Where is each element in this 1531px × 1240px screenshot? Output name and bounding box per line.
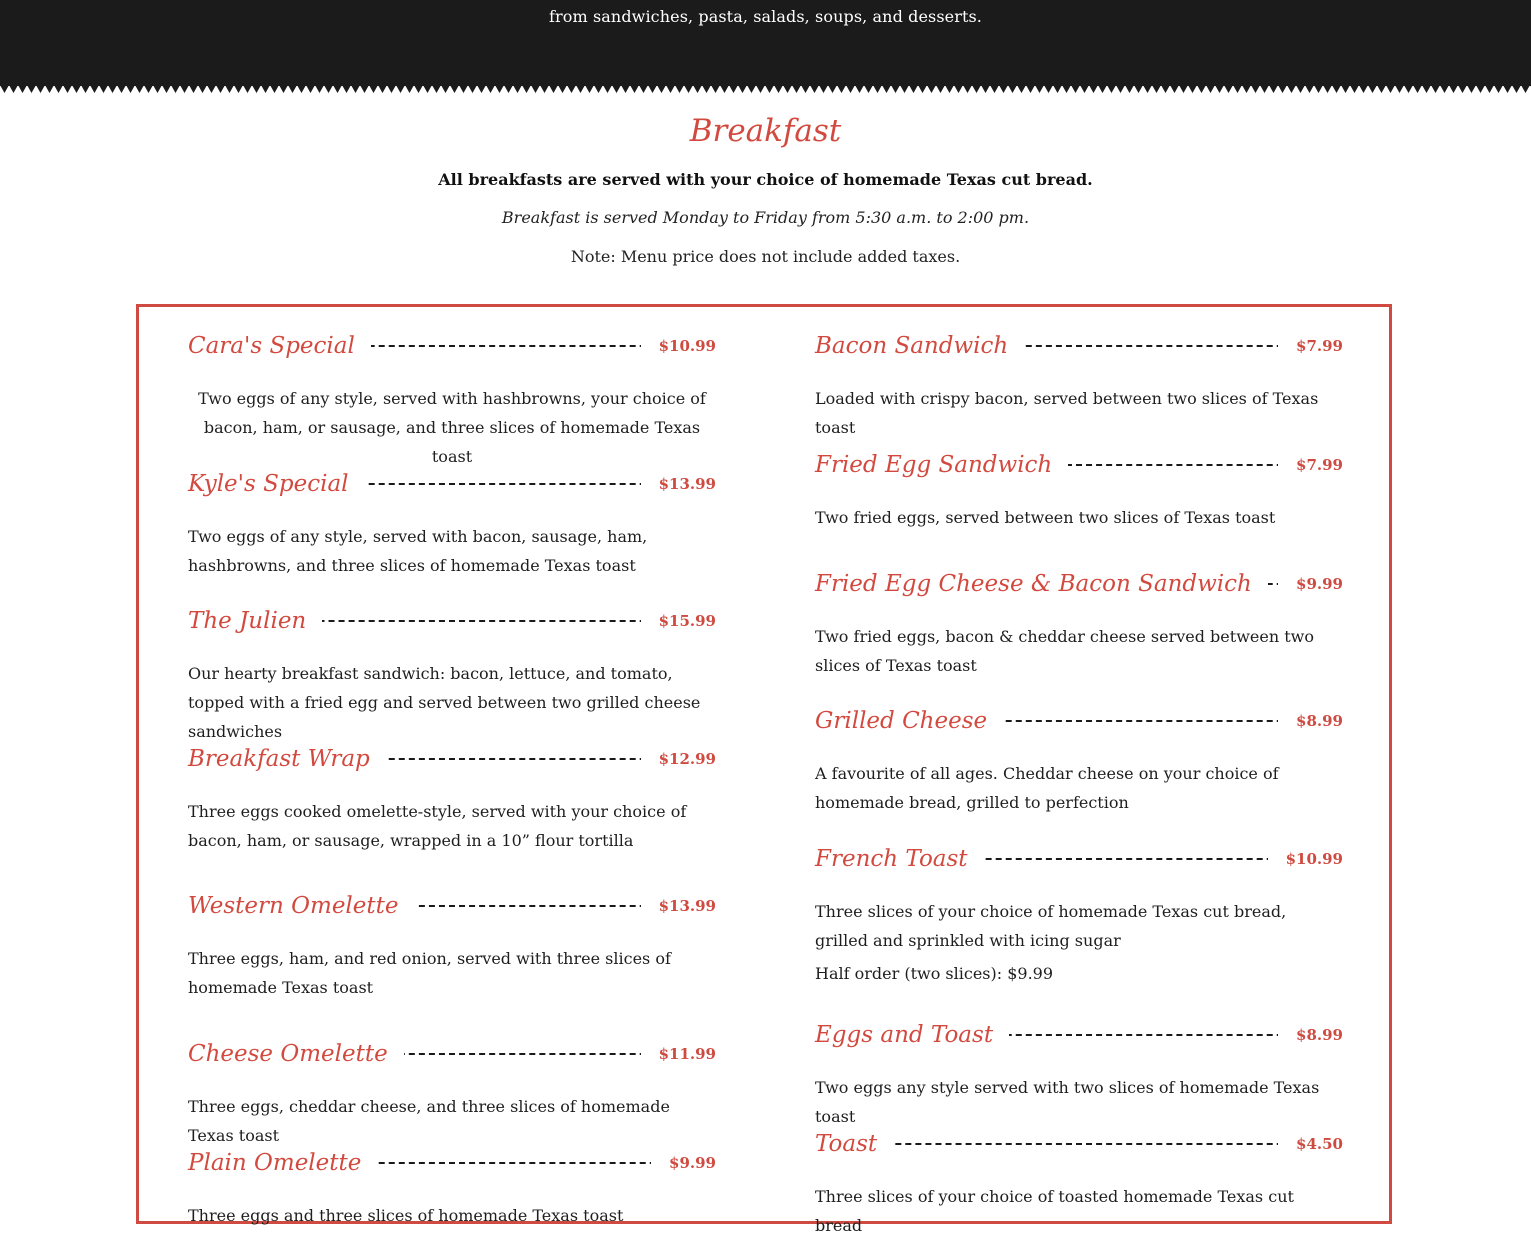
item-name: Fried Egg Sandwich: [815, 447, 1068, 483]
menu-item-plain-omelette: [188, 1145, 716, 1230]
item-name: Kyle's Special: [188, 466, 365, 502]
hero-subtitle: from sandwiches, pasta, salads, soups, and desserts.: [549, 7, 982, 26]
item-name: Grilled Cheese: [815, 703, 1003, 739]
item-price: $4.50: [1278, 1126, 1343, 1162]
menu-item-eggs-and-toast: [815, 1017, 1343, 1131]
item-name: Bacon Sandwich: [815, 328, 1024, 364]
hours-note: Breakfast is served Monday to Friday from 5:30 a.m. to 2:00 pm.: [501, 208, 1030, 227]
item-description: Our hearty breakfast sandwich: bacon, lettuce, and tomato, topped with a fried egg and served between two grilled cheese sandwiches: [188, 664, 701, 741]
menu-item-caras-special: [188, 328, 716, 471]
item-description: Three eggs and three slices of homemade Texas toast: [188, 1206, 624, 1225]
item-name: Plain Omelette: [188, 1145, 377, 1181]
item-price: $9.99: [651, 1145, 716, 1181]
item-name: Fried Egg Cheese & Bacon Sandwich: [815, 566, 1268, 602]
tax-note: Note: Menu price does not include added taxes.: [570, 247, 961, 266]
menu-item-toast: [815, 1126, 1343, 1240]
item-name: Eggs and Toast: [815, 1017, 1009, 1053]
menu-item-breakfast-wrap: [188, 741, 716, 855]
item-name: French Toast: [815, 841, 984, 877]
item-description: Three eggs, ham, and red onion, served with three slices of homemade Texas toast: [188, 949, 671, 997]
section-title: Breakfast: [689, 113, 842, 149]
menu-item-bacon-sandwich: [815, 328, 1343, 442]
item-price: $8.99: [1278, 1017, 1343, 1053]
item-name: Breakfast Wrap: [188, 741, 386, 777]
item-price: $8.99: [1278, 703, 1343, 739]
menu-item-the-julien: [188, 603, 716, 746]
menu-item-kyles-special: [188, 466, 716, 580]
item-description: Loaded with crispy bacon, served between two slices of Texas toast: [815, 389, 1319, 437]
item-description: Two eggs of any style, served with hashbrowns, your choice of bacon, ham, or sausage, and three slices of homemade Texas toast: [198, 389, 706, 466]
item-price: $7.99: [1278, 447, 1343, 483]
item-description: Two fried eggs, served between two slices of Texas toast: [815, 508, 1276, 527]
menu-item-western-omelette: [188, 888, 716, 1002]
item-price: $9.99: [1278, 566, 1343, 602]
item-price: $13.99: [641, 888, 716, 924]
menu-item-fried-egg-cheese-bacon-sandwich: [815, 566, 1343, 680]
dotted-leader: [815, 1143, 1343, 1145]
item-description: Two eggs of any style, served with bacon, sausage, ham, hashbrowns, and three slices of homemade Texas toast: [188, 527, 648, 575]
item-description: Three eggs cooked omelette-style, served with your choice of bacon, ham, or sausage, wrapped in a 10” flour tortilla: [188, 802, 687, 850]
item-price: $10.99: [1268, 841, 1343, 877]
bread-note: All breakfasts are served with your choice of homemade Texas cut bread.: [438, 170, 1093, 189]
item-description: A favourite of all ages. Cheddar cheese on your choice of homemade bread, grilled to perfection: [815, 764, 1279, 812]
item-price: $7.99: [1278, 328, 1343, 364]
item-description: Three slices of your choice of homemade Texas cut bread, grilled and sprinkled with icing sugar: [815, 902, 1287, 950]
item-description: Three slices of your choice of toasted homemade Texas cut bread: [815, 1187, 1294, 1235]
hero-banner: [0, 0, 1531, 86]
item-name: Cheese Omelette: [188, 1036, 404, 1072]
item-name: The Julien: [188, 603, 322, 639]
item-price: $15.99: [641, 603, 716, 639]
item-price: $11.99: [641, 1036, 716, 1072]
item-name: Toast: [815, 1126, 893, 1162]
menu-item-french-toast: [815, 841, 1343, 984]
item-description: Two fried eggs, bacon & cheddar cheese served between two slices of Texas toast: [815, 627, 1314, 675]
item-price: $13.99: [641, 466, 716, 502]
menu-item-grilled-cheese: [815, 703, 1343, 817]
item-name: Western Omelette: [188, 888, 415, 924]
item-description: Three eggs, cheddar cheese, and three slices of homemade Texas toast: [188, 1097, 670, 1145]
item-price: $12.99: [641, 741, 716, 777]
item-description: Two eggs any style served with two slices of homemade Texas toast: [815, 1078, 1320, 1126]
item-name: Cara's Special: [188, 328, 371, 364]
zigzag-divider: [0, 85, 1531, 97]
item-price: $10.99: [641, 328, 716, 364]
item-half-order: Half order (two slices): $9.99: [815, 964, 1054, 983]
menu-item-fried-egg-sandwich: [815, 447, 1343, 532]
menu-item-cheese-omelette: [188, 1036, 716, 1150]
